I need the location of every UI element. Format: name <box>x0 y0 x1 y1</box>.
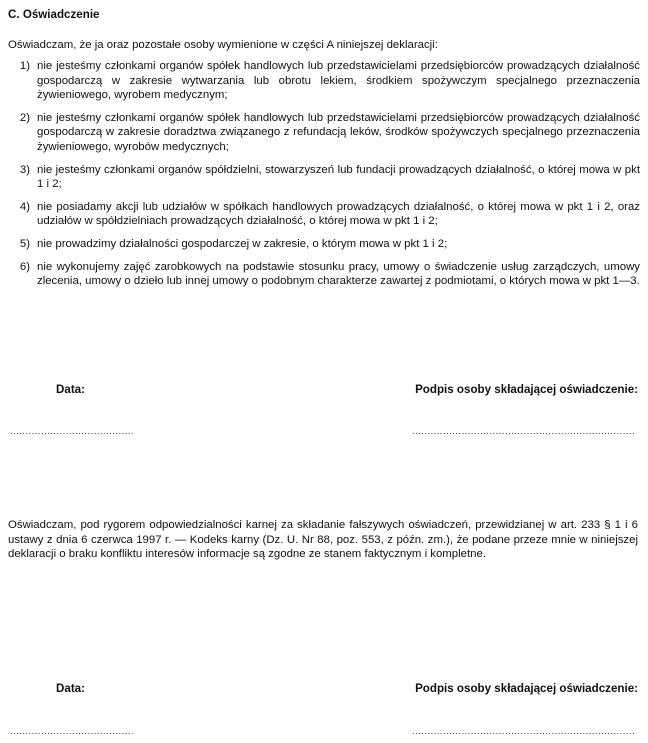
signature-field-line[interactable] <box>412 724 636 734</box>
item-text: nie jesteśmy członkami organów spółdzielni, stowarzyszeń lub fundacji prowadzących działalność, o której mowa w pkt 1 i 2; <box>37 163 640 191</box>
statement-list <box>8 59 640 297</box>
item-text: nie posiadamy akcji lub udziałów w spółkach handlowych prowadzących działalność, o której mowa w pkt 1 i 2, oraz udziałów w spółdzielniach prowadzących działalność, o której mowa w pkt 1 i 2; <box>37 200 640 228</box>
item-number: 5) <box>19 237 30 250</box>
date-field-line[interactable] <box>10 724 133 734</box>
date-label: Data: <box>56 682 85 695</box>
declaration-text: Oświadczam, pod rygorem odpowiedzialności karnej za składanie fałszywych oświadczeń, przewidzianej w art. 233 § 1 i 6 ustawy z dnia 6 czerwca 1997 r. — Kodeks karny (Dz. U. Nr 88, poz. 553, z późn. zm.), że podane przeze mnie w niniejszej deklaracji o braku konfliktu interesów informacje są zgodne ze stanem faktycznym i kompletne. <box>8 519 638 561</box>
item-text: nie prowadzimy działalności gospodarczej w zakresie, o którym mowa w pkt 1 i 2; <box>37 237 448 250</box>
list-item <box>8 200 640 229</box>
item-number: 3) <box>19 163 30 176</box>
list-item <box>8 59 640 103</box>
item-text: nie jesteśmy członkami organów spółek handlowych lub przedstawicielami przedsiębiorców prowadzących działalność gospodarczą w zakresie wytwarzania lub obrotu lekiem, środkiem spożywczym specjalnego przeznaczenia żywieniowego, wyrobem medycznym; <box>37 60 640 102</box>
signature-label: Podpis osoby składającej oświadczenie: <box>415 383 638 396</box>
date-label: Data: <box>56 383 85 396</box>
list-item <box>8 260 640 289</box>
signature-label: Podpis osoby składającej oświadczenie: <box>415 682 638 695</box>
item-text: nie jesteśmy członkami organów spółek handlowych lub przedstawicielami przedsiębiorców prowadzących działalność gospodarczą w zakresie doradztwa związanego z refundacją leków, środków spożywczych specjalnego przeznaczenia żywieniowego, wyrobów medycznych; <box>37 111 640 153</box>
section-title: C. Oświadczenie <box>8 8 100 21</box>
date-field-line[interactable] <box>10 424 133 434</box>
list-item <box>8 163 640 192</box>
item-number: 1) <box>19 60 30 72</box>
item-number: 6) <box>19 260 30 273</box>
item-number: 2) <box>19 111 30 124</box>
list-item <box>8 237 640 252</box>
item-number: 4) <box>19 200 30 213</box>
signature-field-line[interactable] <box>412 424 636 434</box>
intro-text: Oświadczam, że ja oraz pozostałe osoby wymienione w części A niniejszej deklaracji: <box>8 39 438 51</box>
list-item <box>8 111 640 155</box>
item-text: nie wykonujemy zajęć zarobkowych na podstawie stosunku pracy, umowy o świadczenie usług zarządczych, umowy zlecenia, umowy o dzieło lub innej umowy o podobnym charakterze zawartej z podmiotami, o których mowa w pkt 1—3. <box>37 260 640 288</box>
